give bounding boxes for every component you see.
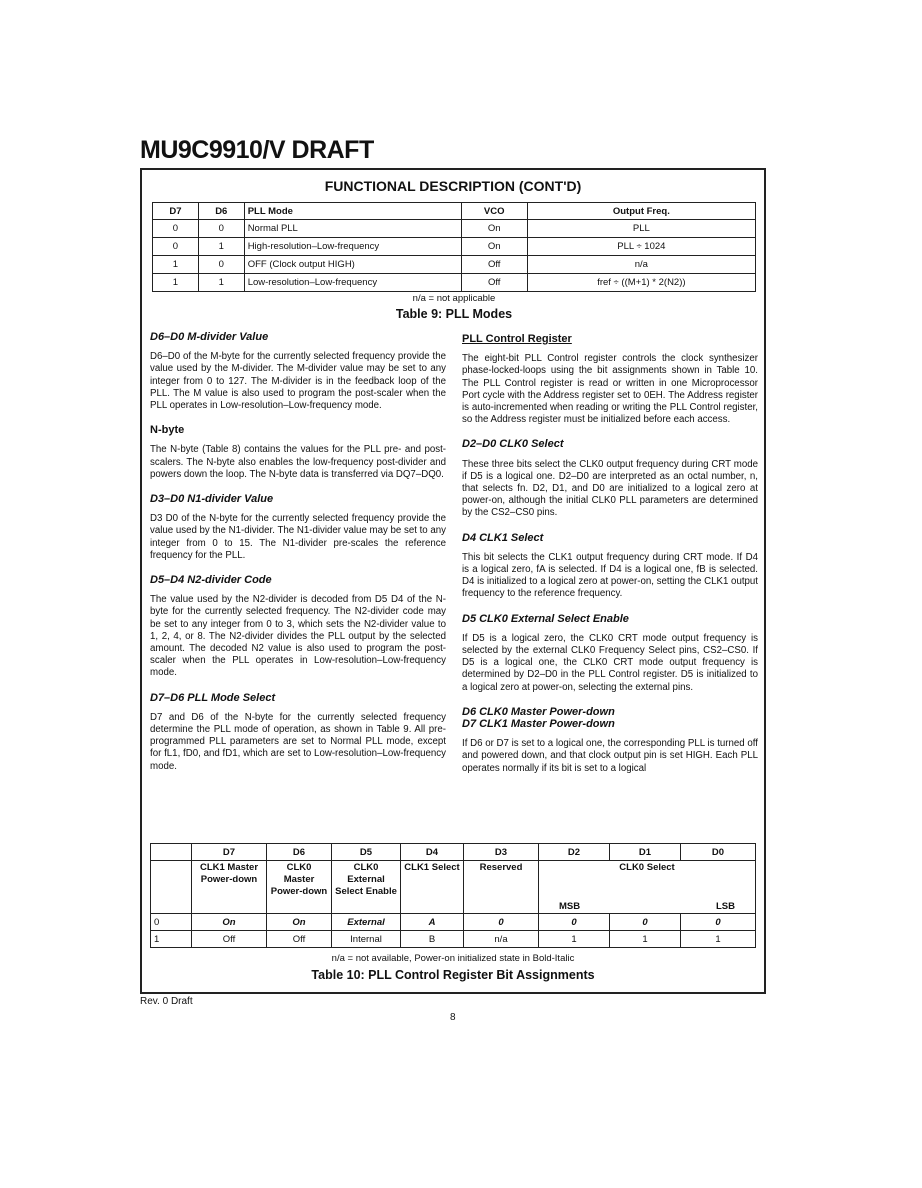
cell: OFF (Clock output HIGH) [244, 256, 461, 274]
left-column [150, 331, 446, 773]
heading-m-divider: D6–D0 M-divider Value [150, 331, 269, 343]
revision-label: Rev. 0 Draft [140, 996, 193, 1007]
cell: 0 [539, 914, 610, 931]
msb-label: MSB [559, 901, 581, 912]
clk0-select-label: CLK0 Select [619, 862, 675, 873]
cell: On [461, 220, 527, 238]
cell: Off [267, 931, 332, 948]
cell: PLL ÷ 1024 [527, 238, 755, 256]
cell: 0 [681, 914, 756, 931]
heading-clk1-select: D4 CLK1 Select [462, 531, 544, 544]
paragraph-clk0-select: These three bits select the CLK0 output frequency during CRT mode if D5 is a logical one. D2–D0 are interpreted as an octal number, n, that selects fn. D2, D1, and D0 are initialized to a logical zero at power-on, although the initial CLK0 PLL parameters are determined by the CS2–CS0 pins. [462, 458, 758, 519]
desc-reserved: Reserved [464, 861, 539, 914]
cell: 1 [151, 931, 192, 948]
paragraph-n1-divider: D3 D0 of the N-byte for the currently selected frequency provide the value used by the N1-divider. The N1-divider value may be set to any integer from 0 to 15. The N1-divider pre-scales the reference frequency for the PLL. [150, 513, 446, 561]
cell: 1 [198, 238, 244, 256]
cell: 0 [153, 238, 199, 256]
heading-pll-mode-select: D7–D6 PLL Mode Select [150, 691, 276, 704]
page-number: 8 [450, 1012, 456, 1023]
heading-pll-control-register: PLL Control Register [462, 333, 572, 345]
cell: n/a [464, 931, 539, 948]
cell [151, 844, 192, 861]
cell: 1 [610, 931, 681, 948]
desc-clk0-master-power-down: CLK0 Master Power-down [267, 861, 332, 914]
cell: 0 [198, 220, 244, 238]
table10-caption: Table 10: PLL Control Register Bit Assignments [311, 968, 595, 982]
cell: 1 [153, 274, 199, 292]
heading-n2-divider: D5–D4 N2-divider Code [150, 574, 272, 587]
col-output-freq: Output Freq. [527, 203, 755, 220]
table-header-row [153, 203, 756, 220]
cell: 0 [464, 914, 539, 931]
heading-clk0-power-down: D6 CLK0 Master Power-down [462, 705, 615, 718]
cell: B [401, 931, 464, 948]
cell: 0 [610, 914, 681, 931]
heading-n-byte: N-byte [150, 424, 185, 437]
col-d0: D0 [681, 844, 756, 861]
desc-clk0-external-select: CLK0 External Select Enable [332, 861, 401, 914]
table9-note: n/a = not applicable [412, 293, 496, 304]
cell: n/a [527, 256, 755, 274]
col-d5: D5 [332, 844, 401, 861]
table-row [151, 914, 756, 931]
cell: 1 [539, 931, 610, 948]
table-row [153, 238, 756, 256]
table-row [151, 931, 756, 948]
heading-clk0-select: D2–D0 CLK0 Select [462, 438, 564, 451]
cell: Off [461, 274, 527, 292]
pll-control-register-table [150, 843, 756, 948]
cell: Internal [332, 931, 401, 948]
cell: 1 [198, 274, 244, 292]
desc-clk1-select: CLK1 Select [401, 861, 464, 914]
col-d3: D3 [464, 844, 539, 861]
table-row [153, 256, 756, 274]
section-heading: FUNCTIONAL DESCRIPTION (CONT'D) [324, 178, 582, 194]
cell: 0 [153, 220, 199, 238]
paragraph-pll-control-register: The eight-bit PLL Control register controls the clock synthesizer phase-locked-loops using the bit assignments shown in Table 10. The PLL Control register is read or written in one Microprocessor Port cycle with the Address register set to 0EH. The Address register is auto-incremented when reading or writing the PLL Control register, so the Address register must be initialized before each access. [462, 353, 758, 426]
cell: A [401, 914, 464, 931]
cell: 1 [153, 256, 199, 274]
cell: PLL [527, 220, 755, 238]
paragraph-n-byte: The N-byte (Table 8) contains the values for the PLL pre- and post-scalers. The N-byte also enables the low-frequency post-divider and powers down the loop. The N-byte data is transferred via DQ7–DQ0. [150, 444, 446, 480]
cell: External [332, 914, 401, 931]
cell: Low-resolution–Low-frequency [244, 274, 461, 292]
cell: On [192, 914, 267, 931]
table9-caption: Table 9: PLL Modes [395, 307, 513, 321]
paragraph-n2-divider: The value used by the N2-divider is decoded from D5 D4 of the N-byte for the currently selected frequency. The N2-divider code may be set to any integer from 0 to 3, which sets the N2-divider value to 1, 2, 4, or 8. The N2-divider divides the PLL output by the selected amount. The decoded N2 value is also used to program the post-scaler when the PLL operates in Low-resolution–Low-frequency mode. [150, 594, 446, 679]
pll-modes-table [152, 202, 756, 292]
col-d4: D4 [401, 844, 464, 861]
col-pll-mode: PLL Mode [244, 203, 461, 220]
heading-clk1-power-down: D7 CLK1 Master Power-down [462, 718, 615, 731]
cell: Off [192, 931, 267, 948]
col-vco: VCO [461, 203, 527, 220]
right-column [462, 333, 758, 775]
cell: Off [461, 256, 527, 274]
cell: fref ÷ ((M+1) * 2(N2)) [527, 274, 755, 292]
cell [151, 861, 192, 914]
cell: High-resolution–Low-frequency [244, 238, 461, 256]
cell: 0 [151, 914, 192, 931]
table-row [153, 220, 756, 238]
col-d6: D6 [198, 203, 244, 220]
cell: 1 [681, 931, 756, 948]
col-d7: D7 [153, 203, 199, 220]
col-d6: D6 [267, 844, 332, 861]
cell: On [267, 914, 332, 931]
table-row [153, 274, 756, 292]
lsb-label: LSB [716, 901, 735, 912]
col-d2: D2 [539, 844, 610, 861]
cell: On [461, 238, 527, 256]
col-d1: D1 [610, 844, 681, 861]
paragraph-pll-mode-select: D7 and D6 of the N-byte for the currently selected frequency determine the PLL mode of operation, as shown in Table 9. All pre-programmed PLL parameters are set to Normal PLL mode, except for fL1, fD0, and fD1, which are set to Low-resolution–Low-frequency mode. [150, 711, 446, 772]
table10-note: n/a = not available, Power-on initialized state in Bold-Italic [331, 953, 575, 964]
desc-clk1-master-power-down: CLK1 Master Power-down [192, 861, 267, 914]
heading-n1-divider: D3–D0 N1-divider Value [150, 493, 274, 506]
cell: Normal PLL [244, 220, 461, 238]
heading-clk0-external-select: D5 CLK0 External Select Enable [462, 612, 629, 625]
table-header-row [151, 844, 756, 861]
cell: 0 [198, 256, 244, 274]
paragraph-clk0-external-select: If D5 is a logical zero, the CLK0 CRT mode output frequency is selected by the external CLK0 Frequency Select pins, CS2–CS0. If D5 is a logical one, the CLK0 CRT mode output frequency is determined by D2–D0 in the PLL Control register. D5 is initialized to a logical zero at power-on, selecting the external pins. [462, 632, 758, 693]
document-title: MU9C9910/V DRAFT [140, 136, 374, 164]
table-desc-row [151, 861, 756, 914]
paragraph-m-divider: D6–D0 of the M-byte for the currently selected frequency provide the value used by the M-divider. The M-divider value may be set to any integer from 0 to 127. The M-divider is in the feedback loop of the PLL. The M value is also used to program the post-scaler when the PLL operates in Low-resolution–Low-frequency mode. [150, 351, 446, 412]
desc-clk0-select [539, 861, 756, 914]
paragraph-power-down: If D6 or D7 is set to a logical one, the corresponding PLL is turned off and powered down, and that clock output pin is set HIGH. Each PLL operates normally if its bit is set to a logical [462, 738, 758, 774]
col-d7: D7 [192, 844, 267, 861]
paragraph-clk1-select: This bit selects the CLK1 output frequency during CRT mode. If D4 is a logical zero, fA is selected. If D4 is a logical one, fB is selected. D4 is initialized to a logical zero at power-on, setting the CLK1 output frequency to the reference frequency. [462, 551, 758, 600]
